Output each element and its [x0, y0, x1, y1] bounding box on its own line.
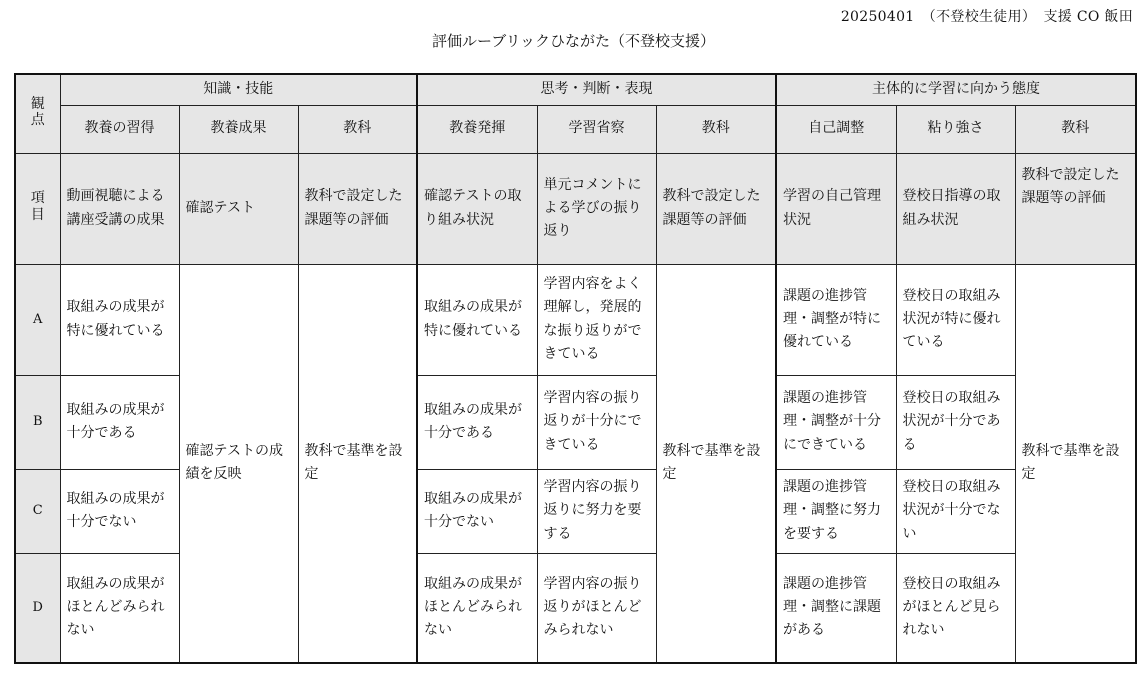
grade-label: A: [15, 264, 60, 375]
grade-label: B: [15, 375, 60, 469]
item-cell: 単元コメントによる学びの振り返り: [537, 153, 656, 264]
rubric-cell: 登校日の取組みがほとんど見られない: [896, 553, 1015, 663]
item-label: 項目: [30, 190, 45, 223]
grade-label: D: [15, 553, 60, 663]
rubric-cell: 学習内容をよく理解し，発展的な振り返りができている: [537, 264, 656, 375]
rubric-cell: 取組みの成果が十分でない: [417, 469, 537, 553]
rubric-cell: 取組みの成果が十分である: [60, 375, 179, 469]
rubric-table: [14, 73, 1137, 664]
viewpoint-header-cell: [15, 74, 60, 153]
subheader-cell: 教養の習得: [60, 105, 179, 153]
rubric-cell: 課題の進捗管理・調整が特に優れている: [776, 264, 896, 375]
item-cell: 動画視聴による講座受講の成果: [60, 153, 179, 264]
rubric-cell: 学習内容の振り返りがほとんどみられない: [537, 553, 656, 663]
rubric-cell: 登校日の取組み状況が十分でない: [896, 469, 1015, 553]
group-header-thinking: 思考・判断・表現: [417, 74, 776, 105]
rubric-cell: 取組みの成果が十分でない: [60, 469, 179, 553]
rubric-cell: 取組みの成果が特に優れている: [60, 264, 179, 375]
rubric-cell: 課題の進捗管理・調整に努力を要する: [776, 469, 896, 553]
rubric-cell: 取組みの成果が十分である: [417, 375, 537, 469]
rubric-cell: 登校日の取組み状況が十分である: [896, 375, 1015, 469]
group-header-attitude: 主体的に学習に向かう態度: [776, 74, 1136, 105]
item-cell: 登校日指導の取組み状況: [896, 153, 1015, 264]
item-cell: 教科で設定した課題等の評価: [1015, 153, 1136, 264]
group-header-knowledge: 知識・技能: [60, 74, 417, 105]
merged-subject-standard-cell: 教科で基準を設定: [656, 264, 776, 663]
subheader-cell: 学習省察: [537, 105, 656, 153]
subheader-cell: 教養発揮: [417, 105, 537, 153]
rubric-cell: 学習内容の振り返りが十分にできている: [537, 375, 656, 469]
rubric-cell: 学習内容の振り返りに努力を要する: [537, 469, 656, 553]
item-cell: 教科で設定した課題等の評価: [298, 153, 417, 264]
item-cell: 学習の自己管理状況: [776, 153, 896, 264]
merged-subject-standard-cell: 教科で基準を設定: [1015, 264, 1136, 663]
rubric-cell: 取組みの成果がほとんどみられない: [60, 553, 179, 663]
rubric-cell: 登校日の取組み状況が特に優れている: [896, 264, 1015, 375]
subheader-cell: 自己調整: [776, 105, 896, 153]
rubric-cell: 課題の進捗管理・調整が十分にできている: [776, 375, 896, 469]
merged-test-result-cell: 確認テストの成績を反映: [179, 264, 298, 663]
item-cell: 確認テスト: [179, 153, 298, 264]
subheader-cell: 教科: [1015, 105, 1136, 153]
rubric-cell: 取組みの成果がほとんどみられない: [417, 553, 537, 663]
grade-label: C: [15, 469, 60, 553]
rubric-cell: 取組みの成果が特に優れている: [417, 264, 537, 375]
subheader-cell: 教養成果: [179, 105, 298, 153]
item-header-cell: [15, 153, 60, 264]
subheader-cell: 教科: [656, 105, 776, 153]
subheader-cell: 教科: [298, 105, 417, 153]
document-meta: 20250401 （不登校生徒用） 支援 CO 飯田: [840, 9, 1133, 25]
merged-subject-standard-cell: 教科で基準を設定: [298, 264, 417, 663]
table-row: [15, 264, 1136, 375]
rubric-cell: 課題の進捗管理・調整に課題がある: [776, 553, 896, 663]
subheader-cell: 粘り強さ: [896, 105, 1015, 153]
item-cell: 確認テストの取り組み状況: [417, 153, 537, 264]
document-title: 評価ルーブリックひながた（不登校支援）: [431, 32, 716, 50]
item-cell: 教科で設定した課題等の評価: [656, 153, 776, 264]
viewpoint-label: 観点: [30, 95, 45, 128]
